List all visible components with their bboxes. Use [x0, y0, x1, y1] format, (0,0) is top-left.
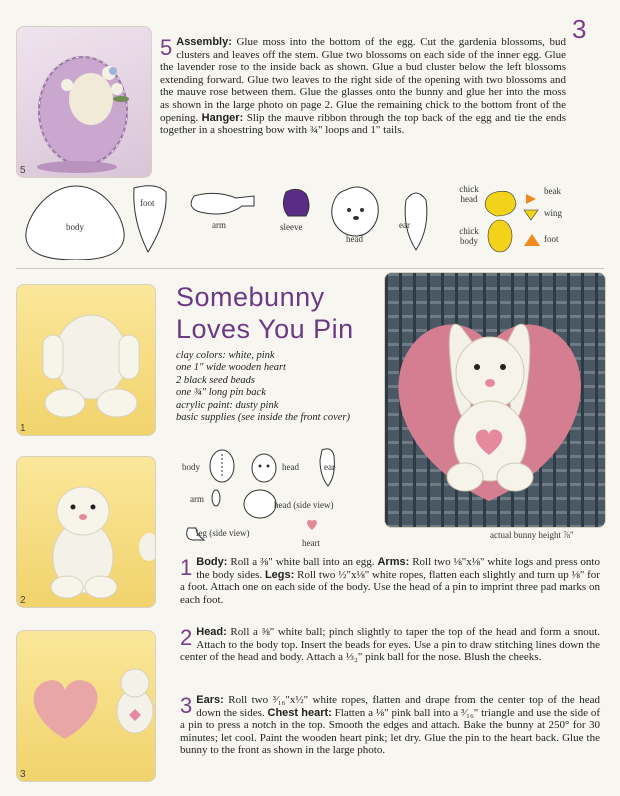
- pattern-head-shape: [252, 454, 276, 482]
- step-text: Roll two ⅛"x⅛" white logs and press onto the body sides.: [196, 556, 600, 581]
- heart-and-bunny-illustration: [17, 631, 155, 781]
- pattern-arm-shape: [191, 193, 254, 214]
- step-2: [180, 626, 600, 664]
- step-number: 3: [180, 693, 193, 718]
- bunny-head-illustration: [17, 457, 155, 607]
- step-lead: Body:: [196, 556, 228, 568]
- label-chick-body: chick body: [459, 226, 479, 246]
- step-lead: Arms:: [377, 556, 410, 568]
- photo-step-1: [16, 284, 156, 436]
- photo-step-2: [16, 456, 156, 608]
- project-title-line2: Loves You Pin: [176, 314, 354, 344]
- bunny-body-illustration: [17, 285, 155, 435]
- material-item: one ¾" long pin back: [176, 387, 266, 399]
- label-head: head: [346, 234, 363, 244]
- label-arm: arm: [212, 220, 226, 230]
- pattern-foot-small-shape: [524, 234, 540, 246]
- finished-pin-illustration: [385, 273, 605, 527]
- label-foot-small: foot: [544, 234, 559, 244]
- step-text-hanger: Slip the mauve ribbon through the top back of the egg and tie the ends together in a shoestring bow with ¾" loops and 1" tails.: [160, 111, 566, 137]
- pattern-chick-body-shape: [488, 220, 512, 252]
- material-item: one 1" wide wooden heart: [176, 362, 286, 374]
- label-wing: wing: [544, 208, 562, 218]
- pattern-arm-shape: [212, 490, 220, 506]
- photo-number: 3: [20, 769, 26, 780]
- materials-list: [176, 350, 351, 424]
- label-chick-head: chick head: [459, 184, 479, 204]
- label-ear: ear: [399, 220, 410, 230]
- step-text: Glue moss into the bottom of the egg. Cut the gardenia blossoms, bud clusters and leaves off the stem. Glue two blossoms on each side of the inner egg. Glue the lavender rose to the inside back as shown. Glue a bud cluster below the left blossoms extending forward. Glue two leaves to the right side of the opening with two blossoms and the mauve rose between them. Glue the glasses onto the bunny and glue her into the moss as shown in the large photo on page 2. Glue the remaining chick to the bottom front of the opening.: [160, 36, 566, 124]
- step-lead: Assembly:: [176, 36, 232, 48]
- material-item: basic supplies (see inside the front cover): [176, 412, 350, 424]
- label-beak: beak: [544, 186, 561, 196]
- label-head-mid: head: [282, 462, 299, 472]
- label-foot: foot: [140, 198, 155, 208]
- step-text: Roll two ³⁄₁₆"x½" white ropes, flatten and drape from the center top of the head down the sides.: [196, 694, 600, 719]
- step-1: [180, 556, 600, 606]
- label-leg-side: leg (side view): [196, 528, 250, 538]
- label-head-side: head (side view): [274, 500, 334, 510]
- step-lead: Head:: [196, 626, 227, 638]
- photo-number: 5: [20, 165, 26, 176]
- label-heart: heart: [302, 538, 320, 548]
- pattern-heart-shape: [307, 520, 317, 530]
- step-text: Flatten a ⅛" pink ball into a ³⁄₁₆" triangle and use the side of a pin to press a notch in the top. Smooth the edges and attach. Bake the bunny at 250° for 30 minutes; let cool. Paint the wooden heart pink; let dry. Glue the pin to the heart back. Glue the bunny to the front as shown in the large photo.: [180, 706, 600, 757]
- pattern-chick-head-shape: [485, 191, 516, 216]
- photo-number: 1: [20, 423, 26, 434]
- label-ear-mid: ear: [324, 462, 335, 472]
- material-item: clay colors: white, pink: [176, 350, 275, 361]
- pattern-row-top: [16, 180, 606, 260]
- photo-number: 2: [20, 595, 26, 606]
- pattern-wing-shape: [524, 210, 538, 220]
- label-body: body: [66, 222, 84, 232]
- pattern-beak-shape: [526, 194, 536, 204]
- step-number: 2: [180, 625, 193, 650]
- pattern-head-shape: [332, 187, 378, 236]
- pattern-foot-shape: [134, 186, 166, 252]
- photo-step-3: [16, 630, 156, 782]
- step-lead: Legs:: [264, 568, 295, 581]
- label-body-mid: body: [182, 462, 200, 472]
- project-title-line1: Somebunny: [176, 282, 325, 312]
- step-lead: Chest heart:: [267, 706, 332, 719]
- step-text: Roll a ⅜" white ball into an egg.: [227, 556, 378, 568]
- material-item: 2 black seed beads: [176, 374, 256, 386]
- step-lead-hanger: Hanger:: [201, 111, 244, 124]
- photo-egg-basket: [16, 26, 152, 178]
- label-arm-mid: arm: [190, 494, 204, 504]
- pattern-sleeve-shape: [283, 189, 309, 216]
- pattern-head-side-shape: [244, 490, 276, 518]
- section-divider: [16, 268, 604, 269]
- photo-caption: actual bunny height ⅞": [490, 530, 574, 540]
- step-number: 1: [180, 555, 193, 580]
- step-number: 5: [160, 35, 173, 60]
- egg-basket-illustration: [17, 27, 151, 177]
- step-text: Roll two ½"x⅛" white ropes, flatten each slightly and turn up ⅛" for a foot. Attach one on each side of the body. Use the head of a pin to imprint three pad marks on each foot.: [180, 568, 600, 606]
- label-sleeve: sleeve: [280, 222, 303, 232]
- step-5: [160, 36, 566, 137]
- material-item: acrylic paint: dusty pink: [176, 399, 279, 411]
- step-text: Roll a ⅜" white ball; pinch slightly to taper the top of the head and form a snout. Attach to the body top. Insert the beads for eyes. Use a pin to draw stitching lines down the center of the head and body. Attach a ⅓₂" pink ball for the nose. Blush the cheeks.: [180, 626, 600, 664]
- photo-finished-pin: [384, 272, 606, 528]
- step-3: [180, 694, 600, 757]
- page-number: 3: [572, 14, 587, 44]
- step-lead: Ears:: [196, 694, 224, 706]
